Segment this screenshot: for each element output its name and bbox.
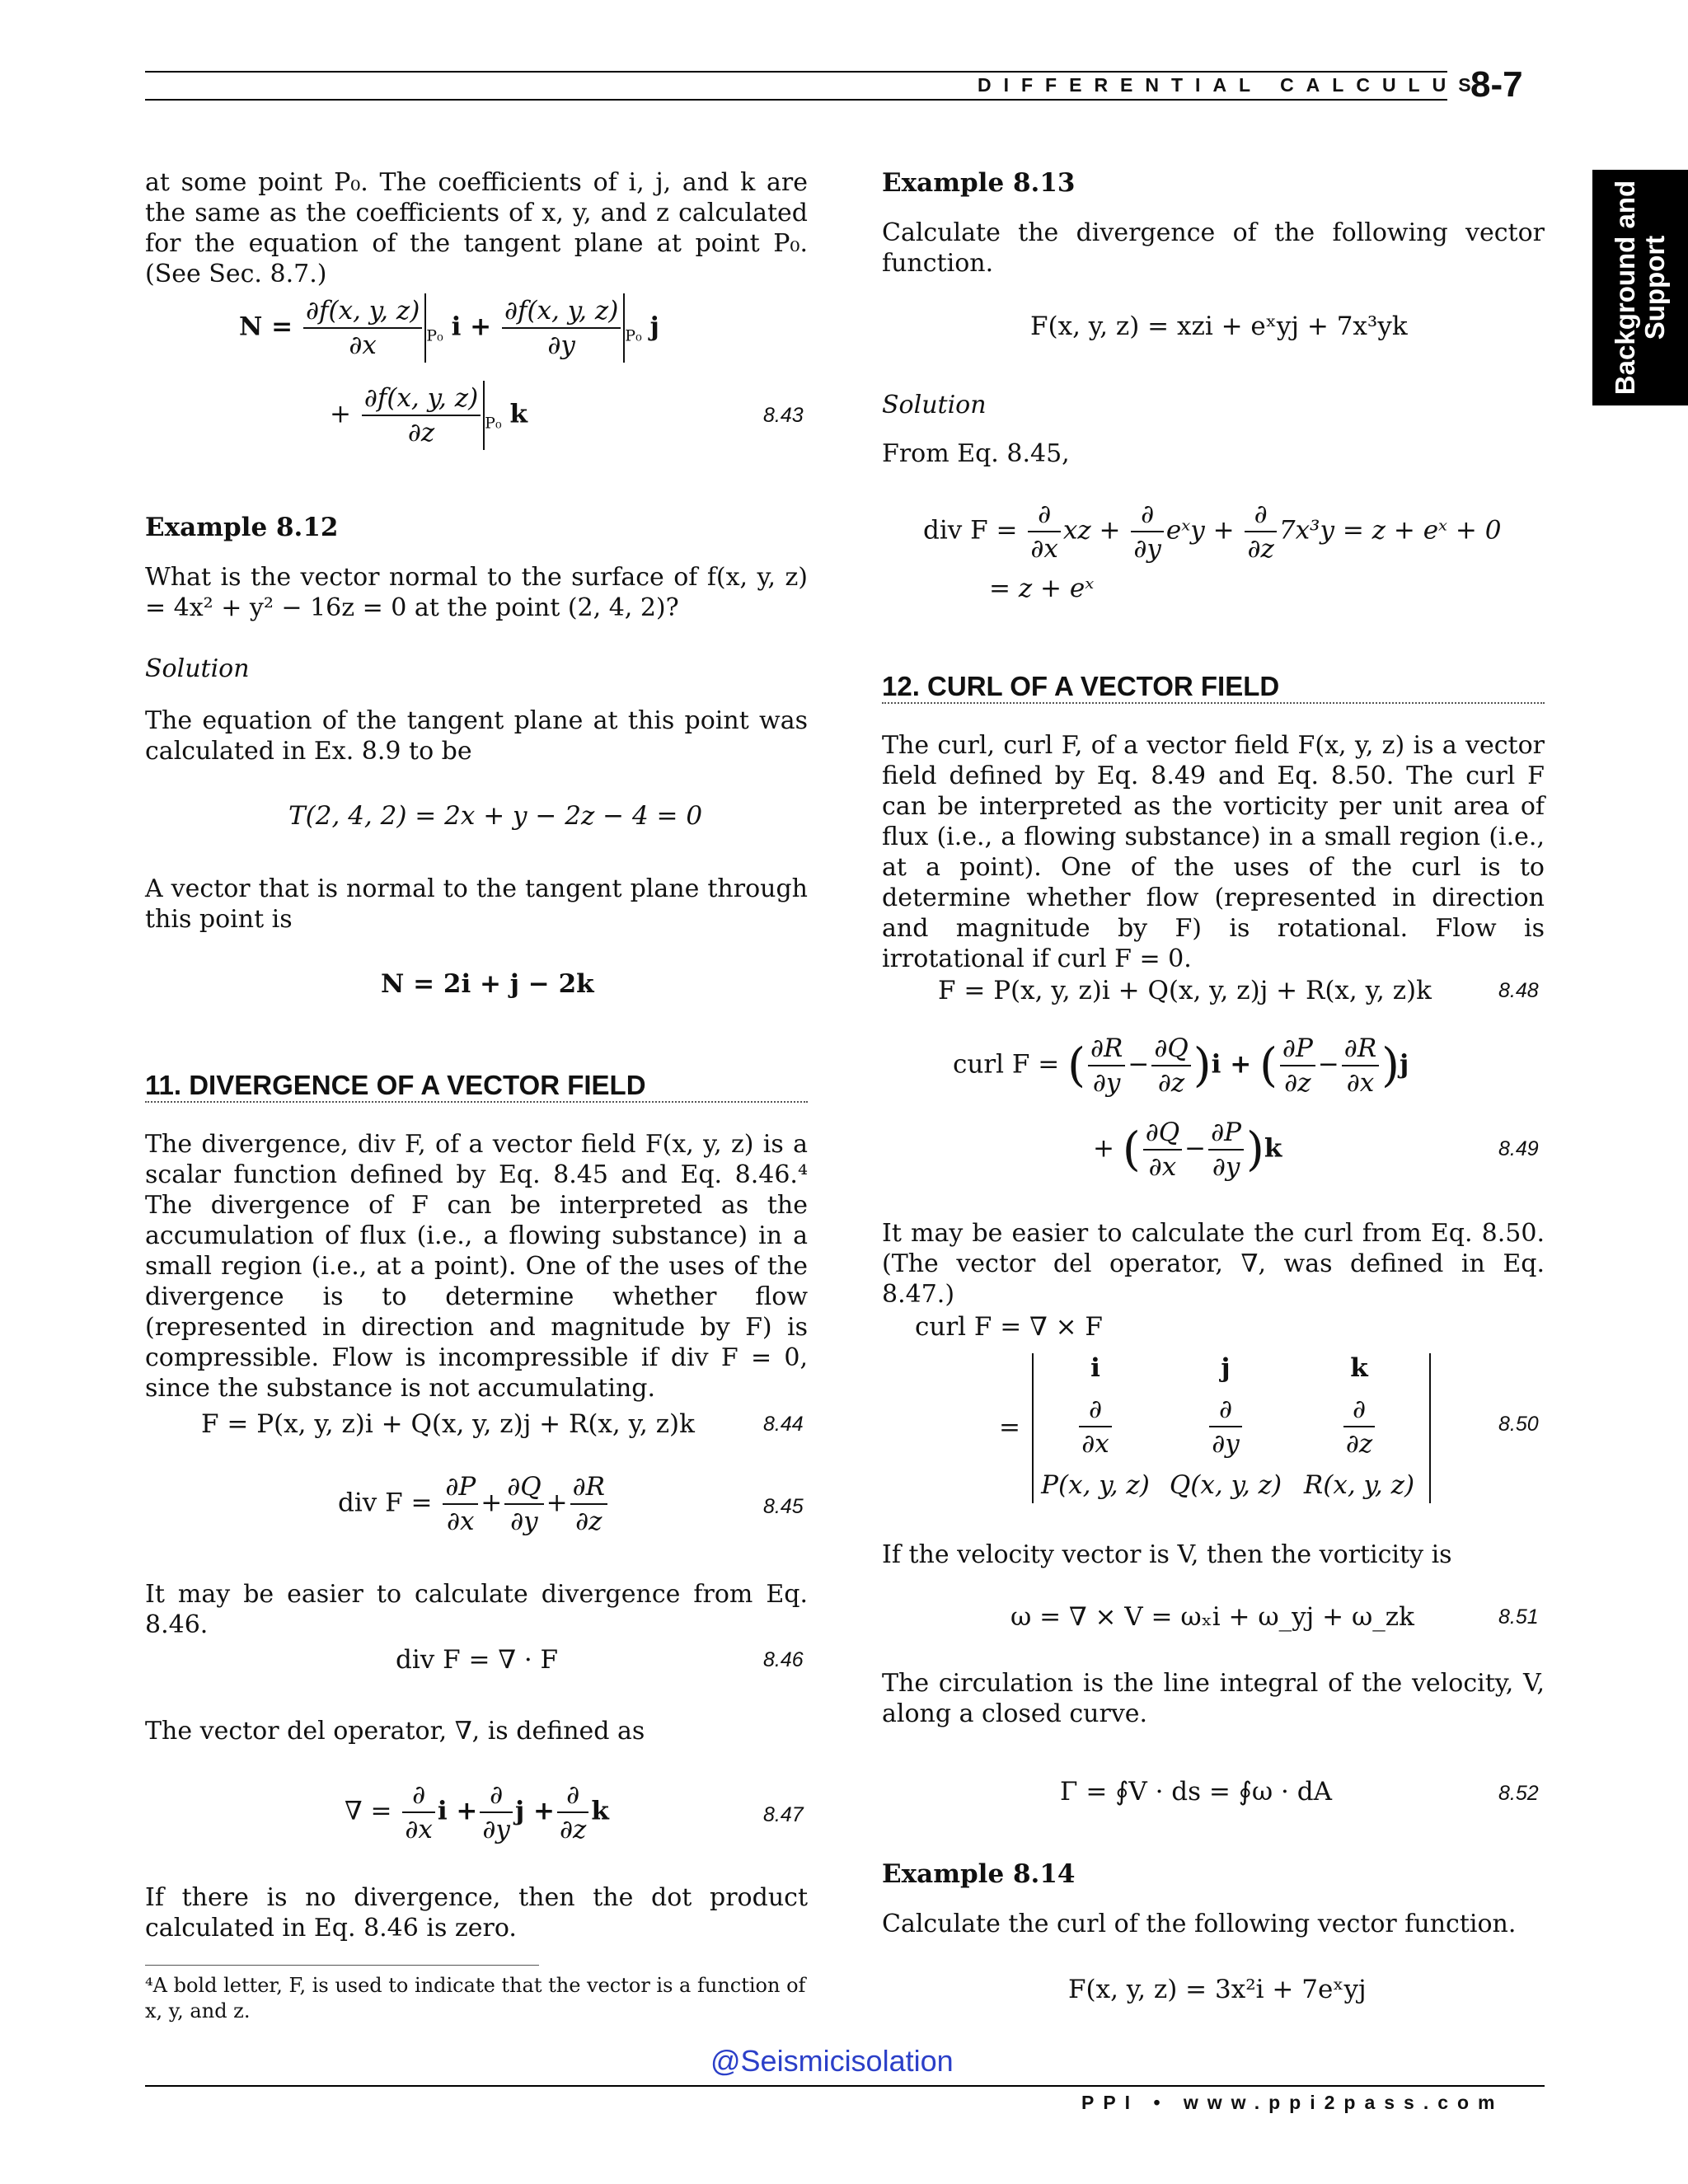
example-8-12-solution-label: Solution bbox=[145, 654, 250, 683]
equation-example-8-13: F(x, y, z) = xzi + eˣyj + 7x³yk bbox=[1030, 312, 1408, 341]
det-i: i bbox=[1090, 1353, 1100, 1383]
equation-8-45: div F = $\frac{\partial P}{\partial x}$ + $\frac{\partial Q}{\partial y}$ + $\frac{\partial R}{\partial z}$ bbox=[338, 1470, 610, 1538]
text-velocity: If the velocity vector is V, then the vorticity is bbox=[882, 1540, 1452, 1569]
equation-8-49-line1: curl F = ( $\frac{\partial R}{\partial y}$ − $\frac{\partial Q}{\partial z}$ )i + ( $\frac{\partial P}{\partial z}$ − $\frac{\partial R}{\partial x}$ )j bbox=[953, 1033, 1409, 1098]
equation-8-48: F = P(x, y, z)i + Q(x, y, z)j + R(x, y, z)k bbox=[938, 976, 1432, 1005]
example-8-12-question: What is the vector normal to the surface of f(x, y, z) = 4x² + y² − 16z = 0 at the point (2, 4, 2)? bbox=[145, 563, 808, 622]
section-11-heading: 11. DIVERGENCE OF A VECTOR FIELD bbox=[145, 1070, 646, 1100]
text-no-divergence: If there is no divergence, then the dot product calculated in Eq. 8.46 is zero. bbox=[145, 1883, 808, 1943]
eq-label-8-50: 8.50 bbox=[1498, 1413, 1539, 1436]
example-8-12-text1: The equation of the tangent plane at this point was calculated in Ex. 8.9 to be bbox=[145, 706, 808, 766]
eq-label-8-47: 8.47 bbox=[763, 1803, 804, 1826]
text-del-operator: The vector del operator, ∇, is defined as bbox=[145, 1717, 645, 1746]
example-8-13-title: Example 8.13 bbox=[882, 168, 1076, 198]
footer-publisher[interactable]: PPI • www.ppi2pass.com bbox=[1081, 2092, 1504, 2113]
running-head: DIFFERENTIAL CALCULUS bbox=[978, 74, 1484, 96]
section-tab[interactable] bbox=[1592, 170, 1688, 405]
equation-8-44: F = P(x, y, z)i + Q(x, y, z)j + R(x, y, z)k bbox=[201, 1409, 695, 1439]
equation-8-49-line2: + ( $\frac{\partial Q}{\partial x}$ − $\frac{\partial P}{\partial y}$ )k bbox=[1093, 1118, 1282, 1182]
eq-label-8-46: 8.46 bbox=[763, 1648, 804, 1671]
eq-label-8-44: 8.44 bbox=[763, 1413, 804, 1436]
equation-tangent-plane: T(2, 4, 2) = 2x + y − 2z − 4 = 0 bbox=[288, 801, 703, 831]
section-11-text: The divergence, div F, of a vector field F(x, y, z) is a scalar function defined by Eq. 8.45 and Eq. 8.46.⁴ The divergence of F can be interpreted as the accumulation of flux (i.e., a flowing substance) in a small region (i.e., at a point). One of the uses of the divergence is to determine whether flow (represented in direction and magnitude by F) is compressible. Flow is incompressible if div F = 0, since the substance is not accumulating. bbox=[145, 1130, 808, 1403]
text-curl-easier: It may be easier to calculate the curl from Eq. 8.50. (The vector del operator, ∇, was defined in Eq. 8.47.) bbox=[882, 1219, 1545, 1309]
page-number: 8-7 bbox=[1470, 64, 1523, 105]
equation-8-43-line1: N = $\frac{\partial f(x, y, z)}{\partial x}$ $_{P_0}$ i + $\frac{\partial f(x, y, z)}{\partial y}$ $_{P_0}$ j bbox=[239, 293, 659, 363]
det-partial-x: $\frac{\partial}{\partial x}$ bbox=[1025, 1393, 1165, 1460]
header-rule-top bbox=[145, 71, 1447, 73]
equation-8-50-lhs: curl F = ∇ × F bbox=[915, 1312, 1103, 1342]
det-q: Q(x, y, z) bbox=[1169, 1470, 1282, 1500]
eq-label-8-45: 8.45 bbox=[763, 1495, 804, 1518]
det-r: R(x, y, z) bbox=[1303, 1470, 1415, 1500]
equation-8-51: ω = ∇ × V = ωₓi + ω_yj + ω_zk bbox=[1010, 1602, 1414, 1632]
equation-8-50-equals: = bbox=[999, 1413, 1020, 1442]
footer-rule bbox=[145, 2085, 1545, 2087]
text-divergence-easier: It may be easier to calculate divergence from Eq. 8.46. bbox=[145, 1580, 808, 1639]
eq-label-8-48: 8.48 bbox=[1498, 979, 1539, 1002]
eq-label-8-43: 8.43 bbox=[763, 404, 804, 427]
eq-label-8-49: 8.49 bbox=[1498, 1137, 1539, 1160]
section-12-text: The curl, curl F, of a vector field F(x, y, z) is a vector field defined by Eq. 8.49 and Eq. 8.50. The curl F can be interpreted as the vorticity per unit area of flux (i.e., a flowing substance) in a small region (i.e., at a point). One of the uses of the curl is to determine whether flow (represented in direction and magnitude by F) is rotational. Flow is irrotational if curl F = 0. bbox=[882, 731, 1545, 973]
equation-normal-vector: N = 2i + j − 2k bbox=[381, 969, 594, 999]
equation-example-8-14: F(x, y, z) = 3x²i + 7eˣyj bbox=[1068, 1975, 1367, 2004]
example-8-12-text2: A vector that is normal to the tangent plane through this point is bbox=[145, 874, 808, 934]
eq-label-8-51: 8.51 bbox=[1498, 1605, 1539, 1629]
det-p: P(x, y, z) bbox=[1041, 1470, 1150, 1500]
det-j: j bbox=[1221, 1353, 1231, 1383]
eq-label-8-52: 8.52 bbox=[1498, 1782, 1539, 1805]
section-11-rule bbox=[145, 1101, 808, 1103]
equation-example-8-13-div: div F = $\frac{\partial}{\partial x}$ xz + $\frac{\partial}{\partial y}$ eˣy + $\frac{\partial}{\partial z}$ 7x³y = z + eˣ + 0 bbox=[923, 499, 1502, 564]
det-k: k bbox=[1350, 1353, 1368, 1383]
section-12-heading: 12. CURL OF A VECTOR FIELD bbox=[882, 671, 1280, 701]
footnote-rule bbox=[145, 1965, 539, 1966]
section-tab-label: Background and Support bbox=[1610, 180, 1670, 396]
example-8-14-question: Calculate the curl of the following vector function. bbox=[882, 1910, 1517, 1938]
equation-8-43-line2: + $\frac{\partial f(x, y, z)}{\partial z}$ $_{P_0}$ k bbox=[330, 381, 528, 450]
example-8-13-from: From Eq. 8.45, bbox=[882, 439, 1070, 468]
footnote: ⁴A bold letter, F, is used to indicate that the vector is a function of x, y, and z. bbox=[145, 1974, 806, 2022]
example-8-13-question: Calculate the divergence of the following vector function. bbox=[882, 218, 1545, 278]
determinant-bar-right bbox=[1429, 1353, 1431, 1503]
text-circulation: The circulation is the line integral of the velocity, V, along a closed curve. bbox=[882, 1669, 1545, 1728]
intro-paragraph: at some point P₀. The coefficients of i, j, and k are the same as the coefficients of x, y, and z calculated for the equation of the tangent plane at point P₀. (See Sec. 8.7.) bbox=[145, 168, 808, 288]
header-rule-bottom bbox=[145, 99, 1447, 101]
section-12-rule bbox=[882, 702, 1545, 704]
equation-8-52: Γ = ∮V · ds = ∮ω · dA bbox=[1060, 1777, 1332, 1807]
example-8-14-title: Example 8.14 bbox=[882, 1859, 1076, 1889]
example-8-13-solution-label: Solution bbox=[882, 391, 987, 419]
equation-example-8-13-result: = z + eˣ bbox=[989, 574, 1095, 603]
det-partial-y: $\frac{\partial}{\partial y}$ bbox=[1156, 1393, 1296, 1460]
example-8-12-title: Example 8.12 bbox=[145, 513, 339, 542]
watermark: @Seismicisolation bbox=[710, 2044, 954, 2078]
equation-8-47: ∇ = $\frac{\partial}{\partial x}$ i + $\frac{\partial}{\partial y}$ j + $\frac{\partial}{\partial z}$ k bbox=[345, 1780, 609, 1844]
equation-8-46: div F = ∇ · F bbox=[396, 1645, 559, 1675]
det-partial-z: $\frac{\partial}{\partial z}$ bbox=[1289, 1393, 1429, 1460]
